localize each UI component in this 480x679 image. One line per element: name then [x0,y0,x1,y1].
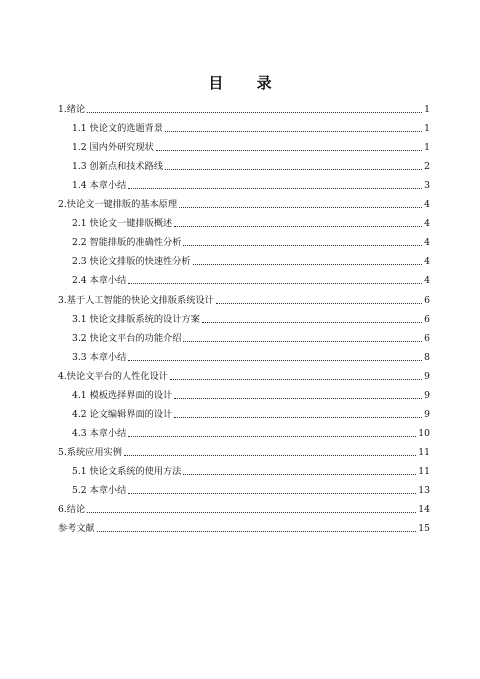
toc-entry-label: 1.3 创新点和技术路线 [72,161,164,173]
toc-entry-label: 2.2 智能排版的准确性分析 [72,237,182,249]
toc-entry[interactable] [58,363,430,382]
toc-dot-leader [183,341,422,342]
toc-dot-leader [128,493,416,494]
toc-entry[interactable] [58,191,430,210]
toc-entry[interactable] [58,248,430,267]
toc-entry[interactable] [58,306,430,325]
toc-entry[interactable] [58,458,430,477]
toc-entry-label: 2.1 快论文一键排版概述 [72,218,173,230]
toc-entry-label: 4.快论文平台的人性化设计 [58,370,168,382]
toc-entry-page-number: 10 [418,427,430,439]
toc-entry-label: 5.系统应用实例 [58,446,122,458]
toc-dot-leader [87,112,422,113]
toc-dot-leader [128,283,422,284]
toc-entry-page-number: 2 [424,161,430,173]
toc-entry-page-number: 3 [424,180,430,192]
toc-entry-page-number: 4 [424,237,430,249]
toc-entry-label: 1.绪论 [58,104,86,116]
toc-dot-leader [216,303,422,304]
toc-entry-page-number: 4 [424,199,430,211]
toc-entry-page-number: 9 [424,408,430,420]
toc-entry-label: 4.2 论文编辑界面的设计 [72,408,173,420]
toc-entry-label: 1.4 本章小结 [72,180,127,192]
toc-entry-page-number: 4 [424,256,430,268]
toc-dot-leader [179,207,422,208]
toc-entry-page-number: 9 [424,370,430,382]
toc-entry[interactable] [58,382,430,401]
toc-entry[interactable] [58,229,430,248]
toc-entry[interactable] [58,496,430,515]
toc-dot-leader [165,169,422,170]
toc-entry[interactable] [58,134,430,153]
toc-dot-leader [165,131,422,132]
toc-entry-label: 3.3 本章小结 [72,351,127,363]
toc-entry[interactable] [58,344,430,363]
toc-entry-label: 2.快论文一键排版的基本原理 [58,199,178,211]
toc-entry-page-number: 4 [424,218,430,230]
toc-entry[interactable] [58,96,430,115]
toc-entry-page-number: 15 [418,523,430,535]
toc-entry-label: 参考文献 [58,523,95,535]
toc-entry-label: 3.2 快论文平台的功能介绍 [72,332,182,344]
toc-dot-leader [97,531,417,532]
toc-dot-leader [87,512,416,513]
toc-dot-leader [128,188,422,189]
toc-dot-leader [174,398,422,399]
toc-entry-page-number: 4 [424,275,430,287]
toc-dot-leader [183,245,422,246]
toc-entry[interactable] [58,172,430,191]
toc-dot-leader [128,436,416,437]
toc-entry-page-number: 11 [418,446,430,458]
toc-entry-page-number: 11 [418,465,430,477]
toc-entry[interactable] [58,286,430,305]
toc-list [58,96,430,534]
toc-entry-page-number: 6 [424,332,430,344]
toc-dot-leader [124,455,416,456]
toc-entry-page-number: 13 [418,484,430,496]
toc-entry-page-number: 14 [418,504,430,516]
toc-entry[interactable] [58,515,430,534]
toc-entry-page-number: 1 [424,104,430,116]
toc-entry-label: 3.1 快论文排版系统的设计方案 [72,313,200,325]
toc-entry-label: 5.1 快论文系统的使用方法 [72,465,182,477]
toc-entry[interactable] [58,153,430,172]
toc-dot-leader [174,417,422,418]
toc-dot-leader [156,150,422,151]
toc-dot-leader [170,379,422,380]
toc-entry-label: 3.基于人工智能的快论文排版系统设计 [58,294,214,306]
toc-entry[interactable] [58,115,430,134]
toc-entry-label: 1.1 快论文的选题背景 [72,123,164,135]
toc-entry-label: 4.1 模板选择界面的设计 [72,389,173,401]
toc-entry[interactable] [58,325,430,344]
toc-dot-leader [174,226,422,227]
toc-entry[interactable] [58,420,430,439]
toc-entry[interactable] [58,267,430,286]
toc-entry-page-number: 9 [424,389,430,401]
toc-entry-label: 4.3 本章小结 [72,427,127,439]
toc-dot-leader [128,360,422,361]
toc-entry[interactable] [58,477,430,496]
toc-entry-label: 5.2 本章小结 [72,484,127,496]
toc-dot-leader [183,474,416,475]
toc-dot-leader [202,322,422,323]
toc-entry[interactable] [58,439,430,458]
toc-entry[interactable] [58,401,430,420]
toc-entry[interactable] [58,210,430,229]
toc-entry-page-number: 6 [424,294,430,306]
toc-entry-page-number: 1 [424,142,430,154]
toc-entry-label: 6.结论 [58,504,86,516]
toc-entry-page-number: 1 [424,123,430,135]
toc-entry-label: 2.4 本章小结 [72,275,127,287]
toc-entry-label: 1.2 国内外研究现状 [72,142,154,154]
toc-title: 目 录 [208,74,286,92]
toc-entry-label: 2.3 快论文排版的快速性分析 [72,256,191,268]
toc-dot-leader [193,264,422,265]
toc-entry-page-number: 6 [424,313,430,325]
toc-entry-page-number: 8 [424,351,430,363]
